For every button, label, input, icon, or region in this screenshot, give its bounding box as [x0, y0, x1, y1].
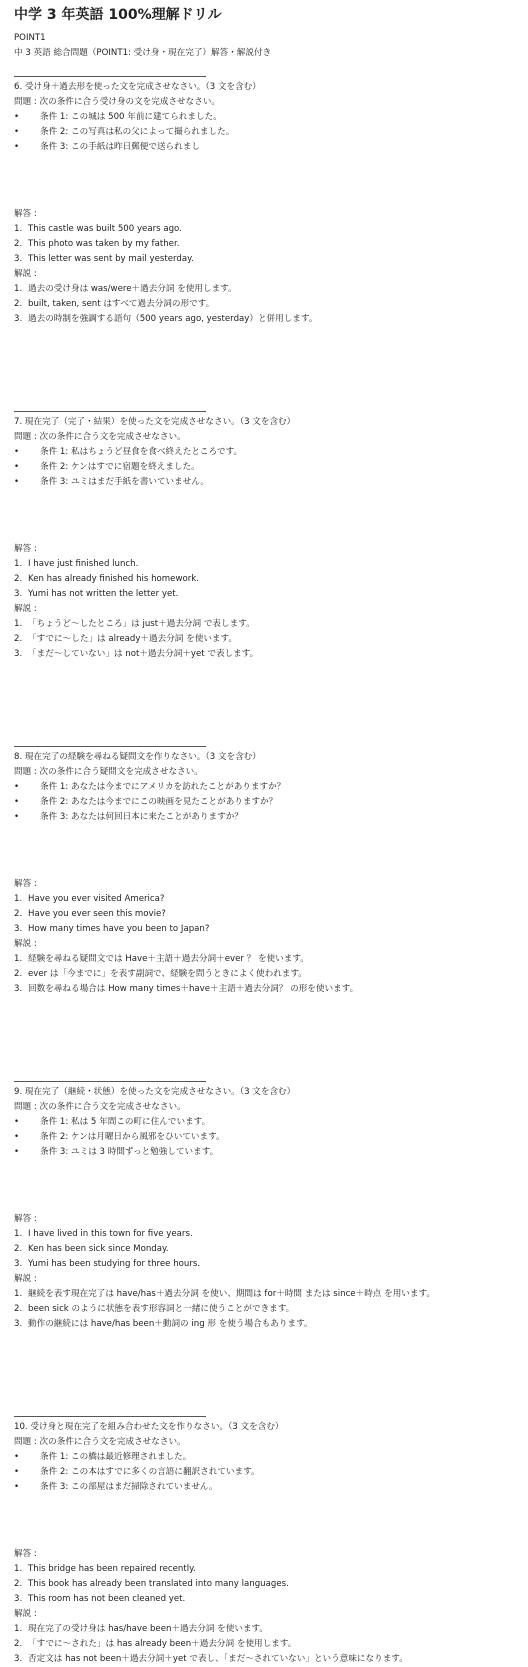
- answer-text: This bridge has been repaired recently.: [28, 1564, 196, 1574]
- bullet-icon: •: [14, 812, 20, 822]
- item-number: 2.: [14, 1639, 23, 1649]
- explanation-item: [14, 647, 514, 662]
- answer-text: Have you ever seen this movie?: [28, 909, 166, 919]
- bullet-icon: •: [14, 477, 20, 487]
- answer-text: Ken has been sick since Monday.: [28, 1244, 169, 1254]
- explanation-item: [14, 952, 514, 967]
- condition-item: [14, 810, 514, 825]
- explanation-item: [14, 1652, 514, 1667]
- condition-text: 条件 1: 私は 5 年間この町に住んでいます。: [40, 1117, 211, 1127]
- question-list: [14, 76, 514, 1667]
- answer-text: This book has already been translated into many languages.: [28, 1579, 289, 1589]
- question-heading: 8. 現在完了の経験を尋ねる疑問文を作りなさい。（3 文を含む）: [14, 752, 261, 762]
- question-heading: 7. 現在完了（完了・結果）を使った文を完成させなさい。（3 文を含む）: [14, 417, 296, 427]
- item-number: 1.: [14, 224, 23, 234]
- document-subtitle: 中 3 英語 総合問題（POINT1: 受け身・現在完了）解答・解説付き: [14, 48, 272, 58]
- item-number: 1.: [14, 954, 23, 964]
- answer-item: [14, 1577, 514, 1592]
- answer-item: [14, 1227, 514, 1242]
- item-number: 2.: [14, 1244, 23, 1254]
- explanation-text: 経験を尋ねる疑問文では Have＋主語＋過去分詞＋ever ？ を使います。: [28, 954, 309, 964]
- answer-text: This photo was taken by my father.: [28, 239, 180, 249]
- answer-item: [14, 572, 514, 587]
- condition-item: [14, 1450, 514, 1465]
- question-heading: 10. 受け身と現在完了を組み合わせた文を作りなさい。（3 文を含む）: [14, 1422, 284, 1432]
- explanation-item: [14, 632, 514, 647]
- answer-text: I have just finished lunch.: [28, 559, 139, 569]
- item-number: 3.: [14, 589, 23, 599]
- answer-text: Yumi has been studying for three hours.: [28, 1259, 201, 1269]
- answer-label: 解答 :: [14, 879, 37, 889]
- question-section: [14, 411, 514, 662]
- question-section: [14, 1416, 514, 1667]
- item-number: 1.: [14, 894, 23, 904]
- answer-item: [14, 587, 514, 602]
- condition-item: [14, 795, 514, 810]
- explanation-item: [14, 982, 514, 997]
- question-problem: 問題 : 次の条件に合う文を完成させなさい。: [14, 1437, 186, 1447]
- answer-label: 解答 :: [14, 209, 37, 219]
- item-number: 2.: [14, 909, 23, 919]
- bullet-icon: •: [14, 782, 20, 792]
- explanation-text: 「すでに〜された」は has already been＋過去分詞 を使用します。: [28, 1639, 297, 1649]
- explanation-item: [14, 312, 514, 327]
- bullet-icon: •: [14, 462, 20, 472]
- answer-item: [14, 237, 514, 252]
- question-section: [14, 746, 514, 997]
- section-divider: [14, 746, 206, 747]
- explanation-text: 過去の受け身は was/were＋過去分詞 を使用します。: [28, 284, 237, 294]
- condition-item: [14, 110, 514, 125]
- item-number: 3.: [14, 1319, 23, 1329]
- item-number: 1.: [14, 1564, 23, 1574]
- item-number: 3.: [14, 649, 23, 659]
- answer-text: Have you ever visited America?: [28, 894, 165, 904]
- question-section: [14, 76, 514, 327]
- item-number: 3.: [14, 314, 23, 324]
- answer-label: 解答 :: [14, 1214, 37, 1224]
- condition-text: 条件 1: あなたは今までにアメリカを訪れたことがありますか？: [40, 782, 286, 792]
- condition-text: 条件 1: 私はちょうど昼食を食べ終えたところです。: [40, 447, 243, 457]
- item-number: 3.: [14, 924, 23, 934]
- condition-text: 条件 2: この本はすでに多くの言語に翻訳されています。: [40, 1467, 260, 1477]
- answer-label: 解答 :: [14, 544, 37, 554]
- answer-item: [14, 1257, 514, 1272]
- item-number: 3.: [14, 1654, 23, 1664]
- condition-text: 条件 3: この部屋はまだ掃除されていません。: [40, 1482, 218, 1492]
- explanation-item: [14, 617, 514, 632]
- item-number: 3.: [14, 1594, 23, 1604]
- bullet-icon: •: [14, 112, 20, 122]
- section-divider: [14, 411, 206, 412]
- item-number: 2.: [14, 574, 23, 584]
- question-section: [14, 1081, 514, 1332]
- explanation-item: [14, 967, 514, 982]
- explanation-text: 動作の継続には have/has been＋動詞の ing 形 を使う場合もあります。: [28, 1319, 313, 1329]
- answer-label: 解答 :: [14, 1549, 37, 1559]
- explanation-item: [14, 1637, 514, 1652]
- answer-item: [14, 1242, 514, 1257]
- item-number: 1.: [14, 284, 23, 294]
- answer-item: [14, 892, 514, 907]
- bullet-icon: •: [14, 1467, 20, 1477]
- explanation-item: [14, 1287, 514, 1302]
- condition-text: 条件 3: この手紙は昨日郵便で送られまし: [40, 142, 200, 152]
- condition-text: 条件 2: ケンはすでに宿題を終えました。: [40, 462, 200, 472]
- condition-item: [14, 1130, 514, 1145]
- item-number: 2.: [14, 299, 23, 309]
- item-number: 2.: [14, 239, 23, 249]
- bullet-icon: •: [14, 1452, 20, 1462]
- section-divider: [14, 1081, 206, 1082]
- item-number: 2.: [14, 1579, 23, 1589]
- bullet-icon: •: [14, 797, 20, 807]
- question-problem: 問題 : 次の条件に合う疑問文を完成させなさい。: [14, 767, 203, 777]
- explanation-item: [14, 1622, 514, 1637]
- question-problem: 問題 : 次の条件に合う受け身の文を完成させなさい。: [14, 97, 221, 107]
- explanation-text: 継続を表す現在完了は have/has＋過去分詞 を使い、期間は for＋時間 または since＋時点 を用います。: [28, 1289, 435, 1299]
- explanation-label: 解説 :: [14, 269, 37, 279]
- item-number: 3.: [14, 254, 23, 264]
- bullet-icon: •: [14, 1117, 20, 1127]
- question-problem: 問題 : 次の条件に合う文を完成させなさい。: [14, 432, 186, 442]
- explanation-item: [14, 297, 514, 312]
- item-number: 1.: [14, 619, 23, 629]
- item-number: 1.: [14, 1229, 23, 1239]
- answer-text: I have lived in this town for five years.: [28, 1229, 193, 1239]
- condition-text: 条件 1: この橋は最近修理されました。: [40, 1452, 192, 1462]
- explanation-text: built, taken, sent はすべて過去分詞の形です。: [28, 299, 215, 309]
- explanation-text: 現在完了の受け身は has/have been＋過去分詞 を使います。: [28, 1624, 269, 1634]
- condition-item: [14, 780, 514, 795]
- item-number: 3.: [14, 984, 23, 994]
- answer-text: Ken has already finished his homework.: [28, 574, 199, 584]
- section-divider: [14, 1416, 206, 1417]
- answer-item: [14, 557, 514, 572]
- condition-item: [14, 1115, 514, 1130]
- condition-text: 条件 3: あなたは何回日本に来たことがありますか？: [40, 812, 243, 822]
- answer-text: Yumi has not written the letter yet.: [28, 589, 179, 599]
- answer-text: This letter was sent by mail yesterday.: [28, 254, 194, 264]
- condition-item: [14, 1480, 514, 1495]
- document-title: 中学 3 年英語 100%理解ドリル: [14, 7, 222, 23]
- item-number: 2.: [14, 1304, 23, 1314]
- explanation-label: 解説 :: [14, 1274, 37, 1284]
- condition-item: [14, 1465, 514, 1480]
- explanation-item: [14, 282, 514, 297]
- item-number: 2.: [14, 969, 23, 979]
- item-number: 2.: [14, 634, 23, 644]
- answer-item: [14, 222, 514, 237]
- explanation-text: 「ちょうど〜したところ」は just＋過去分詞 で表します。: [28, 619, 255, 629]
- bullet-icon: •: [14, 142, 20, 152]
- answer-item: [14, 907, 514, 922]
- explanation-label: 解説 :: [14, 939, 37, 949]
- question-heading: 9. 現在完了（継続・状態）を使った文を完成させなさい。（3 文を含む）: [14, 1087, 296, 1097]
- explanation-label: 解説 :: [14, 604, 37, 614]
- answer-item: [14, 1562, 514, 1577]
- item-number: 1.: [14, 1289, 23, 1299]
- condition-item: [14, 475, 514, 490]
- bullet-icon: •: [14, 1132, 20, 1142]
- answer-text: How many times have you been to Japan?: [28, 924, 210, 934]
- item-number: 1.: [14, 559, 23, 569]
- answer-item: [14, 922, 514, 937]
- point-label: POINT1: [14, 33, 46, 43]
- condition-text: 条件 3: ユミはまだ手紙を書いていません。: [40, 477, 210, 487]
- bullet-icon: •: [14, 127, 20, 137]
- explanation-text: ever は「今までに」を表す副詞で、経験を問うときによく使われます。: [28, 969, 307, 979]
- explanation-text: 否定文は has not been＋過去分詞＋yet で表し、「まだ〜されていない」という意味になります。: [28, 1654, 408, 1664]
- condition-item: [14, 460, 514, 475]
- question-problem: 問題 : 次の条件に合う文を完成させなさい。: [14, 1102, 186, 1112]
- condition-item: [14, 125, 514, 140]
- explanation-text: been sick のように状態を表す形容詞と一緒に使うことができます。: [28, 1304, 295, 1314]
- condition-text: 条件 2: この写真は私の父によって撮られました。: [40, 127, 235, 137]
- explanation-text: 「まだ〜していない」は not＋過去分詞＋yet で表します。: [28, 649, 259, 659]
- explanation-text: 回数を尋ねる場合は How many times＋have＋主語＋過去分詞？ の形を使います。: [28, 984, 359, 994]
- section-divider: [14, 76, 206, 77]
- condition-item: [14, 1145, 514, 1160]
- condition-text: 条件 2: ケンは月曜日から風邪をひいています。: [40, 1132, 225, 1142]
- question-heading: 6. 受け身＋過去形を使った文を完成させなさい。（3 文を含む）: [14, 82, 261, 92]
- condition-text: 条件 1: この城は 500 年前に建てられました。: [40, 112, 222, 122]
- bullet-icon: •: [14, 447, 20, 457]
- condition-item: [14, 140, 514, 155]
- explanation-text: 過去の時制を強調する語句（500 years ago, yesterday）と併用します。: [28, 314, 318, 324]
- bullet-icon: •: [14, 1147, 20, 1157]
- explanation-text: 「すでに〜した」は already＋過去分詞 を使います。: [28, 634, 238, 644]
- explanation-item: [14, 1302, 514, 1317]
- answer-item: [14, 252, 514, 267]
- item-number: 1.: [14, 1624, 23, 1634]
- bullet-icon: •: [14, 1482, 20, 1492]
- condition-text: 条件 2: あなたは今までにこの映画を見たことがありますか？: [40, 797, 278, 807]
- explanation-label: 解説 :: [14, 1609, 37, 1619]
- answer-text: This room has not been cleaned yet.: [28, 1594, 186, 1604]
- explanation-item: [14, 1317, 514, 1332]
- condition-text: 条件 3: ユミは 3 時間ずっと勉強しています。: [40, 1147, 219, 1157]
- item-number: 3.: [14, 1259, 23, 1269]
- answer-text: This castle was built 500 years ago.: [28, 224, 182, 234]
- condition-item: [14, 445, 514, 460]
